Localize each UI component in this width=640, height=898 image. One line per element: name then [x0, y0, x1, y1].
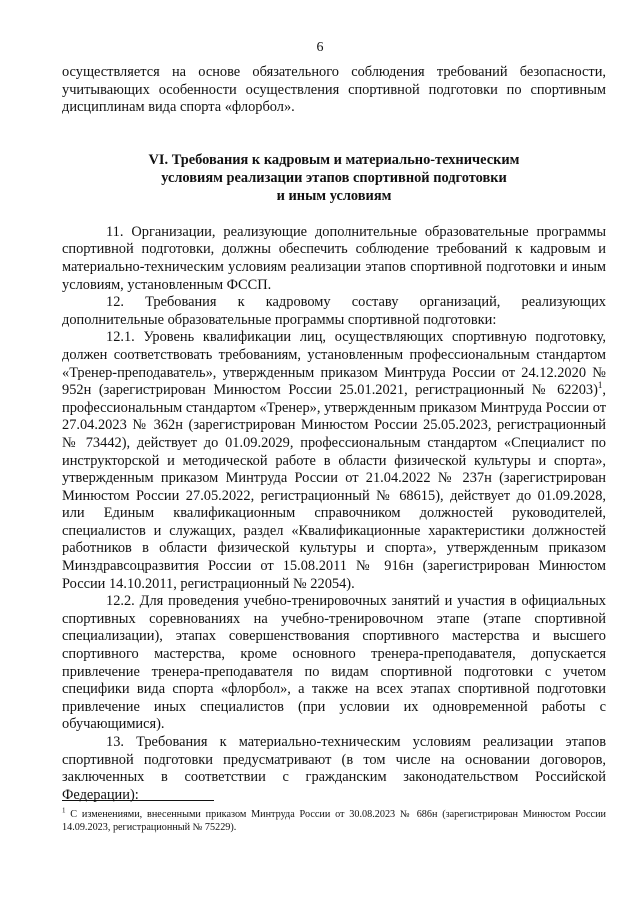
footnote-marker: 1	[62, 806, 66, 815]
footnote-text: С изменениями, внесенными приказом Минтруда России от 30.08.2023 № 686н (зарегистрирован Минюстом России 14.09.2023, регистрационный № 75229).	[62, 809, 606, 833]
paragraph-12-2: 12.2. Для проведения учебно-тренировочных занятий и участия в официальных спортивных соревнованиях на учебно-тренировочном этапе (этапе спортивной специализации), этапах совершенствования спортивного мастерства и высшего спортивного мастерства, кроме основного тренера-преподавателя, допускается привлечение тренера-преподавателя по видам спортивной подготовки с учетом специфики вида спорта «флорбол», а также на всех этапах спортивной подготовки привлечение иных специалистов (при условии их одновременной работы с обучающимися).	[62, 593, 606, 733]
paragraph-12: 12. Требования к кадровому составу организаций, реализующих дополнительные образовательные программы спортивной подготовки:	[62, 294, 606, 328]
paragraph-11: 11. Организации, реализующие дополнительные образовательные программы спортивной подготовки, должны обеспечить соблюдение требований к кадровым и материально-техническим условиям реализации этапов спортивной подготовки и иным условиям, установленным ФССП.	[62, 223, 606, 293]
section-heading	[62, 151, 606, 205]
document-body	[62, 64, 606, 804]
footnote-divider	[62, 800, 214, 801]
section-heading-line-2: условиям реализации этапов спортивной подготовки	[161, 169, 507, 186]
paragraph-12-1	[62, 329, 606, 593]
intro-paragraph: осуществляется на основе обязательного соблюдения требований безопасности, учитывающих особенности осуществления спортивной подготовки по спортивным дисциплинам вида спорта «флорбол».	[62, 64, 606, 116]
paragraph-12-1-text-end: , профессиональным стандартом «Тренер», утвержденным приказом Минтруда России от 27.04.2023 № 362н (зарегистрирован Минюстом России 25.05.2023, регистрационный № 73442), действует до 01.09.2029, профессиональным стандартом «Специалист по инструкторской и методической работе в области физической культуры и спорта», утвержденным приказом Минтруда России от 21.04.2022 № 237н (зарегистрирован Минюстом России 27.05.2022, регистрационный № 68615), действует до 01.09.2028, или Единым квалификационным справочником должностей руководителей, специалистов и служащих, раздел «Квалификационные характеристики должностей работников в области физической культуры и спорта», утвержденным приказом Минздравсоцразвития России от 15.08.2011 № 916н (зарегистрирован Минюстом России 14.10.2011, регистрационный № 22054).	[62, 382, 606, 592]
page-number: 6	[316, 40, 324, 55]
footnote-reference: 1	[597, 380, 603, 391]
section-heading-line-3: и иным условиям	[276, 187, 392, 204]
section-heading-line-1: VI. Требования к кадровым и материально-техническим	[148, 151, 520, 168]
footnote	[62, 808, 606, 834]
paragraph-12-1-text-start: 12.1. Уровень квалификации лиц, осуществляющих спортивную подготовку, должен соответствовать требованиям, установленным профессиональным стандартом «Тренер-преподаватель», утвержденным приказом Минтруда России от 24.12.2020 № 952н (зарегистрирован Минюстом России 25.01.2021, регистрационный № 62203)	[62, 329, 606, 399]
footnote-area	[62, 800, 606, 834]
paragraph-13: 13. Требования к материально-техническим условиям реализации этапов спортивной подготовки предусматривают (в том числе на основании договоров, заключенных в соответствии с гражданским законодательством Российской Федерации):	[62, 734, 606, 803]
